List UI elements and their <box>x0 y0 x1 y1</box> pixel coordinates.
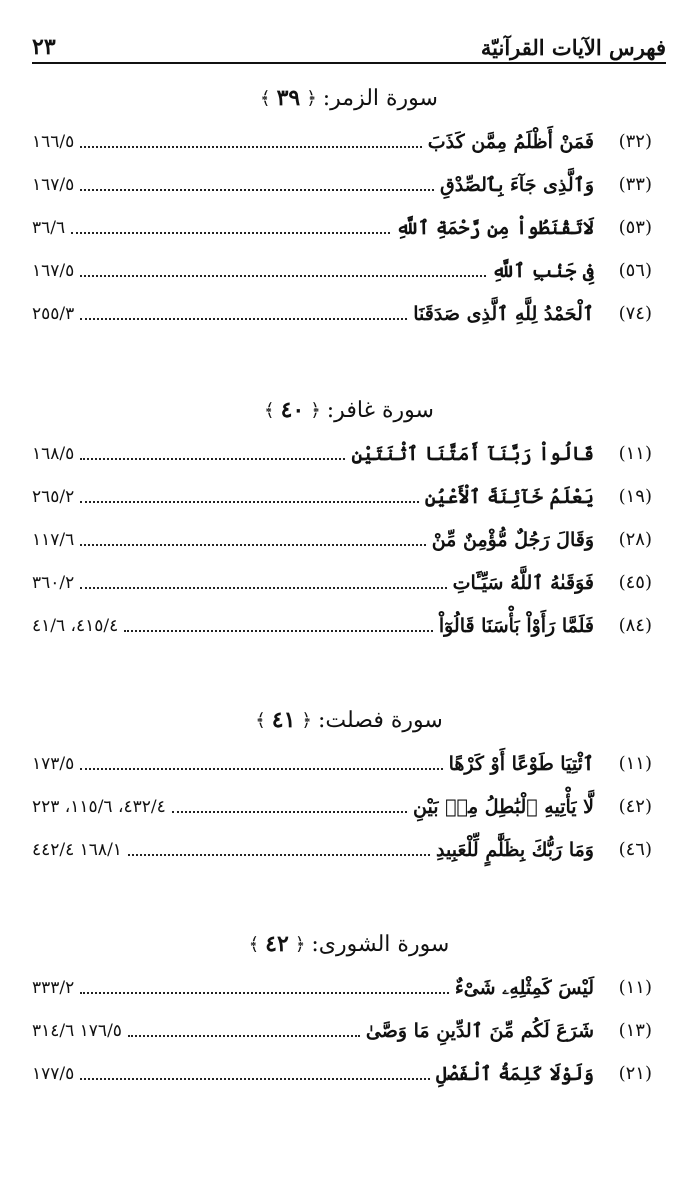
verse-number: (٥٣) <box>618 217 652 238</box>
verse-text: يَعْلَمُ خَآئِنَةَ ٱلْأَعْيُنِ <box>424 485 594 508</box>
surah-number: ٣٩ <box>276 85 301 111</box>
surah-section <box>32 698 666 871</box>
page-reference: ١٧٧/٥ <box>32 1063 75 1084</box>
page-reference: ١٦٨/٥ <box>32 443 75 464</box>
verse-entry <box>32 785 666 828</box>
dot-leader <box>80 982 449 994</box>
verse-number: (٣٣) <box>618 174 652 195</box>
verse-number: (٤٦) <box>618 839 652 860</box>
surah-heading <box>32 76 666 120</box>
verse-number: (١٩) <box>618 486 652 507</box>
header-title: فهرس الآيات القرآنيّة <box>480 35 666 60</box>
verse-text: ٱلْحَمْدُ لِلَّهِ ٱلَّذِى صَدَقَنَا <box>413 302 594 325</box>
verse-entry <box>32 292 666 335</box>
ornament-open-icon: ﴿ <box>310 399 321 421</box>
verse-number: (٤٥) <box>618 572 652 593</box>
ornament-open-icon: ﴿ <box>294 933 306 955</box>
page-reference: ١٧٣/٥ <box>32 753 75 774</box>
verse-text: وَمَا رَبُّكَ بِظَلَّٰمٍ لِّلْعَبِيدِ <box>436 838 594 861</box>
verse-number: (٥٦) <box>618 260 652 281</box>
dot-leader <box>80 179 434 191</box>
verse-text: فَمَنْ أَظْلَمُ مِمَّن كَذَبَ <box>427 130 594 153</box>
verse-text: لَاتَقْنَطُواْ مِن رَّحْمَةِ ٱللَّهِ <box>396 216 594 239</box>
verse-text: فَوَقَىٰهُ ٱللَّهُ سَيِّـَٔاتِ <box>452 571 594 594</box>
ornament-open-icon: ﴿ <box>306 87 317 109</box>
page-reference: ٣٦/٦ <box>32 217 66 238</box>
verse-entry <box>32 966 666 1009</box>
page-reference: ١٦٦/٥ <box>32 131 75 152</box>
surah-heading <box>32 388 666 432</box>
ornament-open-icon: ﴿ <box>301 709 312 731</box>
page-reference: ٣٦٠/٢ <box>32 572 75 593</box>
verse-entry <box>32 561 666 604</box>
verse-text: شَرَعَ لَكُم مِّنَ ٱلدِّينِ مَا وَصَّىٰ <box>365 1019 594 1042</box>
dot-leader <box>124 620 433 632</box>
dot-leader <box>80 758 442 770</box>
verse-number: (١٣) <box>618 1020 652 1041</box>
verse-number: (٣٢) <box>618 131 652 152</box>
page-reference: ٢٥٥/٣ <box>32 303 75 324</box>
dot-leader <box>172 801 407 813</box>
verse-number: (٨٤) <box>618 615 652 636</box>
page-header <box>32 24 666 60</box>
page-reference: ٣٣٣/٢ <box>32 977 75 998</box>
dot-leader <box>80 308 407 320</box>
verse-entry <box>32 432 666 475</box>
page-number: ٢٣ <box>32 34 56 60</box>
verse-text: فِى جَنۢبِ ٱللَّهِ <box>491 259 594 282</box>
verse-text: ٱئْتِيَا طَوْعًا أَوْ كَرْهًا <box>448 752 594 775</box>
surah-number: ٤٠ <box>280 397 305 423</box>
verse-entry <box>32 742 666 785</box>
surah-name: سورة فصلت: <box>317 707 443 733</box>
dot-leader <box>80 448 345 460</box>
verse-number: (١١) <box>618 977 652 998</box>
verse-entry <box>32 163 666 206</box>
verse-number: (٢١) <box>618 1063 652 1084</box>
verse-text: وَٱلَّذِى جَآءَ بِٱلصِّدْقِ <box>439 173 594 196</box>
dot-leader <box>80 534 425 546</box>
page-reference: ٤٣٢/٤، ١١٥/٦، ٢٢٣ <box>32 796 166 817</box>
verse-text: فَلَمَّا رَأَوْاْ بَأْسَنَا قَالُوٓاْ <box>438 614 594 637</box>
verse-entry <box>32 249 666 292</box>
surah-name: سورة الزمر: <box>322 85 438 111</box>
verse-number: (١١) <box>618 443 652 464</box>
surah-section <box>32 388 666 647</box>
page-reference: ٢٦٥/٢ <box>32 486 75 507</box>
page-reference: ١١٧/٦ <box>32 529 75 550</box>
surah-heading <box>32 698 666 742</box>
ornament-close-icon: ﴾ <box>248 933 260 955</box>
verse-number: (٤٢) <box>618 796 652 817</box>
dot-leader <box>80 1068 430 1080</box>
surah-section <box>32 76 666 335</box>
dot-leader <box>80 577 446 589</box>
ornament-close-icon: ﴾ <box>255 709 266 731</box>
dot-leader <box>128 844 430 856</box>
verse-text: وَقَالَ رَجُلٌ مُّؤْمِنٌ مِّنْ <box>431 528 594 551</box>
verse-text: لَيْسَ كَمِثْلِهِۦ شَىْءٌ <box>454 976 594 999</box>
page-reference: ١٦٧/٥ <box>32 260 75 281</box>
surah-number: ٤٢ <box>265 931 289 957</box>
page-reference: ٤١٥/٤، ٤١/٦ <box>32 615 119 636</box>
verse-entry <box>32 1009 666 1052</box>
header-divider <box>32 62 666 64</box>
dot-leader <box>80 265 485 277</box>
verse-text: قَالُواْ رَبَّنَآ أَمَتَّنَا ٱثْنَتَيْنِ <box>351 442 594 465</box>
dot-leader <box>128 1025 360 1037</box>
verse-number: (٢٨) <box>618 529 652 550</box>
verse-number: (٧٤) <box>618 303 652 324</box>
surah-section <box>32 922 666 1095</box>
verse-number: (١١) <box>618 753 652 774</box>
surah-number: ٤١ <box>271 707 296 733</box>
page-reference: ١٦٧/٥ <box>32 174 75 195</box>
ornament-close-icon: ﴾ <box>260 87 271 109</box>
verse-text: لَّا يَأْتِيهِ ٱلْبَٰطِلُ مِنۢ بَيْنِ <box>413 795 594 818</box>
verse-entry <box>32 475 666 518</box>
dot-leader <box>80 491 419 503</box>
verse-entry <box>32 1052 666 1095</box>
ornament-close-icon: ﴾ <box>264 399 275 421</box>
verse-entry <box>32 828 666 871</box>
surah-heading <box>32 922 666 966</box>
verse-entry <box>32 518 666 561</box>
verse-entry <box>32 206 666 249</box>
verse-entry <box>32 120 666 163</box>
dot-leader <box>71 222 390 234</box>
verse-entry <box>32 604 666 647</box>
page-reference: ١٦٨/١ ٤٤٢/٤ <box>32 839 122 860</box>
surah-name: سورة غافر: <box>326 397 434 423</box>
surah-name: سورة الشورى: <box>311 931 450 957</box>
verse-text: وَلَوْلَا كَلِمَةُ ٱلْفَصْلِ <box>436 1062 594 1085</box>
page-reference: ١٧٦/٥ ٣١٤/٦ <box>32 1020 122 1041</box>
dot-leader <box>80 136 421 148</box>
